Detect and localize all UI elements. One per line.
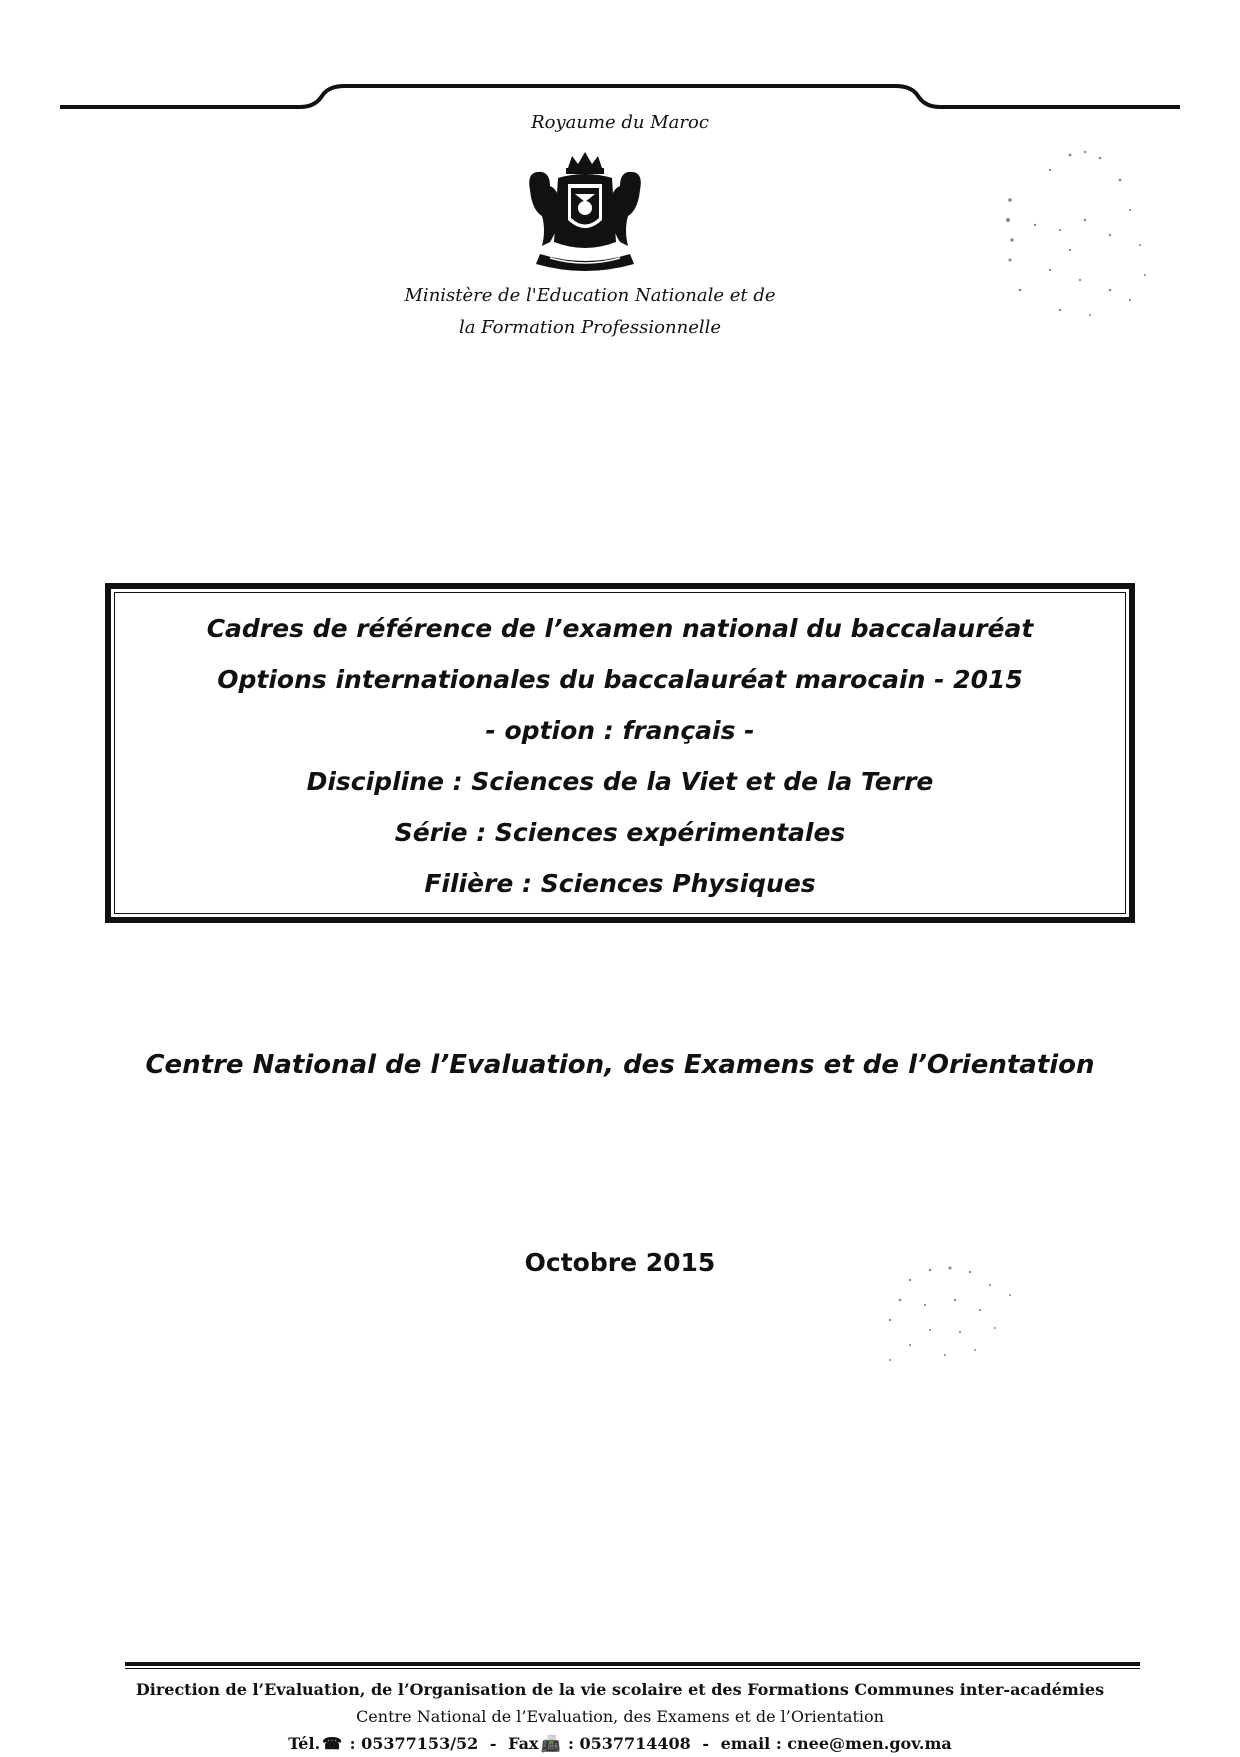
email-label: email	[720, 1734, 771, 1753]
footer	[0, 1676, 1240, 1757]
tel-value: : 05377153/52	[349, 1734, 479, 1753]
fax-icon: 📠	[540, 1734, 561, 1753]
email-value: : cnee@men.gov.ma	[775, 1734, 952, 1753]
title-frame	[105, 583, 1135, 923]
stamp-mark	[870, 1260, 1040, 1380]
document-date: Octobre 2015	[524, 1248, 716, 1277]
ministry-line-1: Ministère de l'Education Nationale et de	[404, 285, 776, 306]
ministry-name	[380, 280, 800, 344]
phone-icon: ☎	[322, 1734, 343, 1753]
title-line-1: Cadres de référence de l’examen national du baccalauréat	[206, 614, 1034, 643]
ministry-line-2: la Formation Professionnelle	[458, 317, 722, 338]
royal-coat-of-arms-icon	[520, 150, 650, 275]
footer-rule	[125, 1662, 1140, 1666]
title-line-2: Options internationales du baccalauréat marocain - 2015	[217, 665, 1023, 694]
title-line-6: Filière : Sciences Physiques	[424, 869, 816, 898]
separator: -	[702, 1734, 710, 1753]
tel-label: Tél.	[288, 1734, 321, 1753]
footer-contact	[0, 1730, 1240, 1757]
fax-value: : 0537714408	[568, 1734, 691, 1753]
title-line-4: Discipline : Sciences de la Viet et de la Terre	[306, 767, 934, 796]
kingdom-name: Royaume du Maroc	[531, 112, 709, 133]
title-line-5: Série : Sciences expérimentales	[394, 818, 846, 847]
separator: -	[489, 1734, 497, 1753]
fax-label: Fax	[508, 1734, 539, 1753]
title-frame-inner	[114, 592, 1126, 914]
stamp-mark	[990, 140, 1160, 340]
center-name: Centre National de l’Evaluation, des Examens et de l’Orientation	[145, 1050, 1095, 1080]
title-line-3: - option : français -	[485, 716, 755, 745]
footer-center: Centre National de l’Evaluation, des Examens et de l’Orientation	[356, 1707, 884, 1726]
footer-direction: Direction de l’Evaluation, de l’Organisation de la vie scolaire et des Formations Communes inter-académies	[135, 1680, 1105, 1699]
footer-rule-thin	[125, 1668, 1140, 1669]
